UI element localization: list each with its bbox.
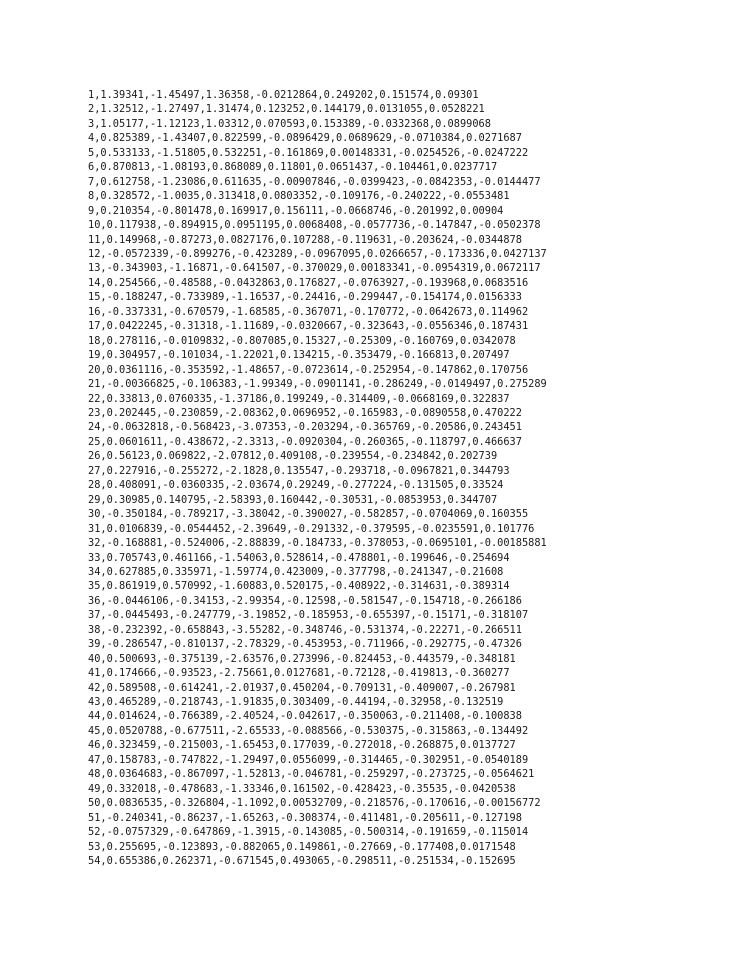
data-row: 4,0.825389,-1.43407,0.822599,-0.0896429,0.0689629,-0.0710384,0.0271687: [88, 132, 522, 145]
data-row: 3,1.05177,-1.12123,1.03312,0.070593,0.153389,-0.0332368,0.0899068: [88, 117, 491, 130]
data-row: 43,0.465289,-0.218743,-1.91835,0.303409,-0.44194,-0.32958,-0.132519: [88, 696, 504, 709]
data-row: 35,0.861919,0.570992,-1.60883,0.520175,-0.408922,-0.314631,-0.389314: [88, 580, 510, 593]
data-row: 29,0.30985,0.140795,-2.58393,0.160442,-0.30531,-0.0853953,0.344707: [88, 493, 498, 506]
data-row: 20,0.0361116,-0.353592,-1.48657,-0.0723614,-0.252954,-0.147862,0.170756: [88, 363, 529, 376]
data-row: 17,0.0422245,-0.31318,-1.11689,-0.0320667,-0.323643,-0.0556346,0.187431: [88, 320, 529, 333]
data-row: 14,0.254566,-0.48588,-0.0432863,0.176827,-0.0763927,-0.193968,0.0683516: [88, 276, 529, 289]
data-row: 16,-0.337331,-0.670579,-1.68585,-0.367071,-0.170772,-0.0642673,0.114962: [88, 305, 529, 318]
data-row: 41,0.174666,-0.93523,-2.75661,0.0127681,-0.72128,-0.419813,-0.360277: [88, 667, 510, 680]
data-row: 8,0.328572,-1.0035,0.313418,0.0803352,-0.109176,-0.240222,-0.0553481: [88, 190, 510, 203]
data-row: 40,0.500693,-0.375139,-2.63576,0.273996,-0.824453,-0.443579,-0.348181: [88, 652, 516, 665]
data-row: 53,0.255695,-0.123893,-0.882065,0.149861,-0.27669,-0.177408,0.0171548: [88, 840, 516, 853]
data-row: 7,0.612758,-1.23086,0.611635,-0.00907846,-0.0399423,-0.0842353,-0.0144477: [88, 175, 541, 188]
data-row: 50,0.0836535,-0.326804,-1.1092,0.00532709,-0.218576,-0.170616,-0.00156772: [88, 797, 541, 810]
data-row: 30,-0.350184,-0.789217,-3.38042,-0.390027,-0.582857,-0.0704069,0.160355: [88, 508, 529, 521]
data-row: 42,0.589508,-0.614241,-2.01937,0.450204,-0.709131,-0.409007,-0.267981: [88, 681, 516, 694]
data-row: 6,0.870813,-1.08193,0.868089,0.11801,0.0651437,-0.104461,0.0237717: [88, 161, 498, 174]
data-row: 25,0.0601611,-0.438672,-2.3313,-0.0920304,-0.260365,-0.118797,0.466637: [88, 435, 522, 448]
data-row: 48,0.0364683,-0.867097,-1.52813,-0.046781,-0.259297,-0.273725,-0.0564621: [88, 768, 535, 781]
data-row: 32,-0.168881,-0.524006,-2.88839,-0.184733,-0.378053,-0.0695101,-0.00185881: [88, 537, 547, 550]
data-row: 38,-0.232392,-0.658843,-3.55282,-0.348746,-0.531374,-0.22271,-0.266511: [88, 623, 522, 636]
data-row: 44,0.014624,-0.766389,-2.40524,-0.042617,-0.350063,-0.211408,-0.100838: [88, 710, 522, 723]
data-row: 26,0.56123,0.069822,-2.07812,0.409108,-0.239554,-0.234842,0.202739: [88, 450, 498, 463]
data-row: 5,0.533133,-1.51805,0.532251,-0.161869,0.00148331,-0.0254526,-0.0247222: [88, 146, 529, 159]
data-row: 11,0.149968,-0.87273,0.0827176,0.107288,-0.119631,-0.203624,-0.0344878: [88, 233, 522, 246]
csv-data-block: [88, 88, 547, 868]
data-row: 51,-0.240341,-0.86237,-1.65263,-0.308374,-0.411481,-0.205611,-0.127198: [88, 811, 522, 824]
data-row: 13,-0.343903,-1.16871,-0.641507,-0.370029,0.00183341,-0.0954319,0.0672117: [88, 262, 541, 275]
data-row: 18,0.278116,-0.0109832,-0.807085,0.15327,-0.25309,-0.160769,0.0342078: [88, 334, 516, 347]
data-row: 54,0.655386,0.262371,-0.671545,0.493065,-0.298511,-0.251534,-0.152695: [88, 855, 516, 868]
data-row: 47,0.158783,-0.747822,-1.29497,0.0556099,-0.314465,-0.302951,-0.0540189: [88, 753, 529, 766]
data-row: 9,0.210354,-0.801478,0.169917,0.156111,-0.0668746,-0.201992,0.00904: [88, 204, 504, 217]
data-row: 15,-0.188247,-0.733989,-1.16537,-0.24416,-0.299447,-0.154174,0.0156333: [88, 291, 522, 304]
data-row: 31,0.0106839,-0.0544452,-2.39649,-0.291332,-0.379595,-0.0235591,0.101776: [88, 522, 535, 535]
data-row: 28,0.408091,-0.0360335,-2.03674,0.29249,-0.277224,-0.131505,0.33524: [88, 479, 504, 492]
data-row: 37,-0.0445493,-0.247779,-3.19852,-0.185953,-0.655397,-0.15171,-0.318107: [88, 609, 529, 622]
data-row: 2,1.32512,-1.27497,1.31474,0.123252,0.144179,0.0131055,0.0528221: [88, 103, 485, 116]
data-row: 19,0.304957,-0.101034,-1.22021,0.134215,-0.353479,-0.166813,0.207497: [88, 349, 510, 362]
data-row: 22,0.33813,0.0760335,-1.37186,0.199249,-0.314409,-0.0668169,0.322837: [88, 392, 510, 405]
data-row: 10,0.117938,-0.894915,0.0951195,0.0068408,-0.0577736,-0.147847,-0.0502378: [88, 219, 541, 232]
data-row: 45,0.0520788,-0.677511,-2.65533,-0.088566,-0.530375,-0.315863,-0.134492: [88, 724, 529, 737]
data-row: 27,0.227916,-0.255272,-2.1828,0.135547,-0.293718,-0.0967821,0.344793: [88, 464, 510, 477]
data-row: 39,-0.286547,-0.810137,-2.78329,-0.453953,-0.711966,-0.292775,-0.47326: [88, 638, 522, 651]
data-row: 33,0.705743,0.461166,-1.54063,0.528614,-0.478801,-0.199646,-0.254694: [88, 551, 510, 564]
data-row: 46,0.323459,-0.215003,-1.65453,0.177039,-0.272018,-0.268875,0.0137727: [88, 739, 516, 752]
data-row: 1,1.39341,-1.45497,1.36358,-0.0212864,0.249202,0.151574,0.09301: [88, 89, 479, 101]
data-row: 49,0.332018,-0.478683,-1.33346,0.161502,-0.428423,-0.35535,-0.0420538: [88, 782, 516, 795]
data-row: 34,0.627885,0.335971,-1.59774,0.423009,-0.377798,-0.241347,-0.21608: [88, 565, 504, 578]
data-row: 21,-0.00366825,-0.106383,-1.99349,-0.0901141,-0.286249,-0.0149497,0.275289: [88, 378, 547, 391]
data-row: 23,0.202445,-0.230859,-2.08362,0.0696952,-0.165983,-0.0890558,0.470222: [88, 406, 522, 419]
data-row: 36,-0.0446106,-0.34153,-2.99354,-0.12598,-0.581547,-0.154718,-0.266186: [88, 594, 522, 607]
data-row: 12,-0.0572339,-0.899276,-0.423289,-0.0967095,0.0266657,-0.173336,0.0427137: [88, 247, 547, 260]
data-row: 24,-0.0632818,-0.568423,-3.07353,-0.203294,-0.365769,-0.20586,0.243451: [88, 421, 522, 434]
data-row: 52,-0.0757329,-0.647869,-1.3915,-0.143085,-0.500314,-0.191659,-0.115014: [88, 826, 529, 839]
